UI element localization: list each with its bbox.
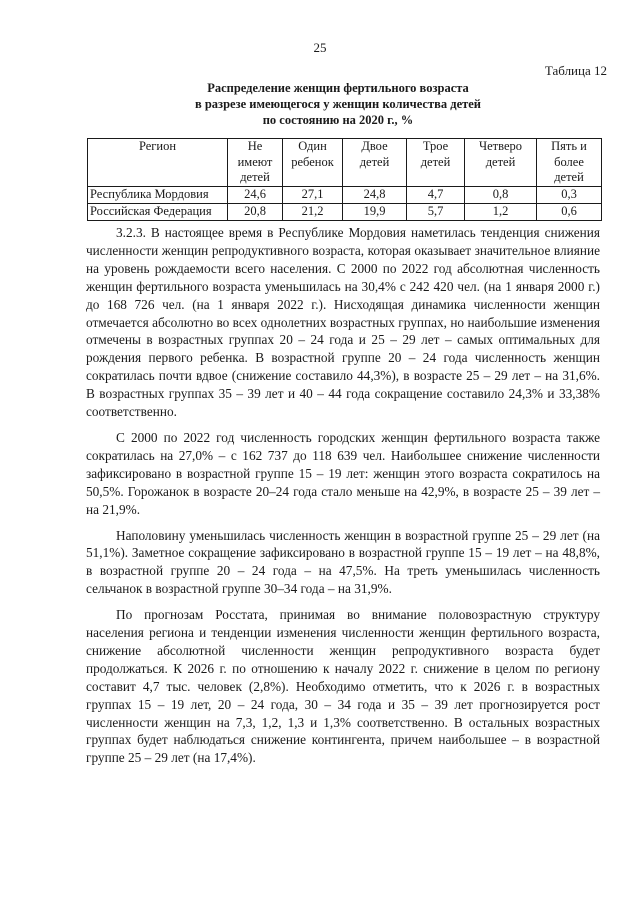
header-one-child: Один ребенок bbox=[283, 139, 343, 187]
table-header-row bbox=[88, 139, 602, 187]
table-cell: 24,6 bbox=[228, 186, 283, 203]
table-cell: 1,2 bbox=[465, 203, 537, 220]
table-row bbox=[88, 203, 602, 220]
table-cell: 24,8 bbox=[343, 186, 407, 203]
children-distribution-table bbox=[87, 138, 602, 221]
header-four-children: Четверо детей bbox=[465, 139, 537, 187]
header-region: Регион bbox=[88, 139, 228, 187]
table-cell: 0,3 bbox=[537, 186, 602, 203]
table-caption bbox=[88, 80, 588, 128]
table-cell: 4,7 bbox=[407, 186, 465, 203]
table-row bbox=[88, 186, 602, 203]
table-cell: 20,8 bbox=[228, 203, 283, 220]
header-no-children: Не имеют детей bbox=[228, 139, 283, 187]
table-cell: 0,6 bbox=[537, 203, 602, 220]
paragraph: По прогнозам Росстата, принимая во внимание половозрастную структуру населения региона и тенденции изменения численности женщин фертильного возраста, снижение абсолютной численности женщин репродуктивного возраста будет продолжаться. К 2026 г. по отношению к началу 2022 г. снижение в целом по региону составит 4,7 тыс. человек (2,8%). Необходимо отметить, что к 2026 г. в возрастных группах 15 – 19 лет, 20 – 24 года, 30 – 34 года и 35 – 39 лет прогнозируется рост численности женщин на 7,3, 1,2, 1,3 и 1,3% соответственно. В остальных возрастных группах будет наблюдаться снижение контингента, причем наибольшее – в возрастной группе 25 – 29 лет (на 17,4%). bbox=[86, 607, 600, 766]
paragraph: С 2000 по 2022 год численность городских женщин фертильного возраста также сократилась на 27,0% – с 162 737 до 118 639 чел. Наибольшее снижение численности зафиксировано в возрастной группе 15 – 19 лет: женщин этого возраста сократилось на 50,5%. Горожанок в возрасте 20–24 года стало меньше на 42,9%, в возрасте 25 – 39 лет – на 21,9%. bbox=[86, 429, 600, 517]
header-five-plus-children: Пять и более детей bbox=[537, 139, 602, 187]
page-number: 25 bbox=[313, 40, 327, 55]
table-label: Таблица 12 bbox=[544, 63, 607, 78]
caption-line-1: Распределение женщин фертильного возраста bbox=[207, 81, 469, 95]
paragraph: 3.2.3. В настоящее время в Республике Мордовия наметилась тенденция снижения численности женщин репродуктивного возраста, которая оказывает значительное влияние на уровень рождаемости всего населения. С 2000 по 2022 год абсолютная численность женщин фертильного возраста уменьшилась на 30,4% с 242 420 чел. (на 1 января 2000 г.) до 168 726 чел. (на 1 января 2022 г.). Нисходящая динамика численности женщин отмечается абсолютно во всех однолетних возрастных группах, но наибольшие изменения отмечены в возрастных группах 20 – 24 года и 25 – 29 лет – самых оптимальных для рождения первого ребенка. В возрастной группе 20 – 24 года численность женщин сократилась почти вдвое (снижение составило 44,3%), в возрасте 25 – 29 лет – на 31,6%. В возрастных группах 35 – 39 лет и 40 – 44 года сокращение составило 24,3% и 33,38% соответственно. bbox=[86, 225, 600, 420]
table-cell: 0,8 bbox=[465, 186, 537, 203]
table-cell: 27,1 bbox=[283, 186, 343, 203]
header-two-children: Двое детей bbox=[343, 139, 407, 187]
table-cell: Российская Федерация bbox=[88, 203, 228, 220]
body-text bbox=[86, 224, 600, 775]
table-cell: 5,7 bbox=[407, 203, 465, 220]
table-cell: Республика Мордовия bbox=[88, 186, 228, 203]
table-cell: 21,2 bbox=[283, 203, 343, 220]
caption-line-3: по состоянию на 2020 г., % bbox=[262, 113, 414, 127]
paragraph: Наполовину уменьшилась численность женщин в возрастной группе 25 – 29 лет (на 51,1%). Заметное сокращение зафиксировано в возрастной группе 15 – 19 лет – на 48,8%, в возрастной группе 20 – 24 года – на 47,5%. На треть уменьшилась численность сельчанок в возрастной группе 30–34 года – на 31,9%. bbox=[86, 527, 600, 597]
table-cell: 19,9 bbox=[343, 203, 407, 220]
caption-line-2: в разрезе имеющегося у женщин количества детей bbox=[194, 97, 482, 111]
header-three-children: Трое детей bbox=[407, 139, 465, 187]
